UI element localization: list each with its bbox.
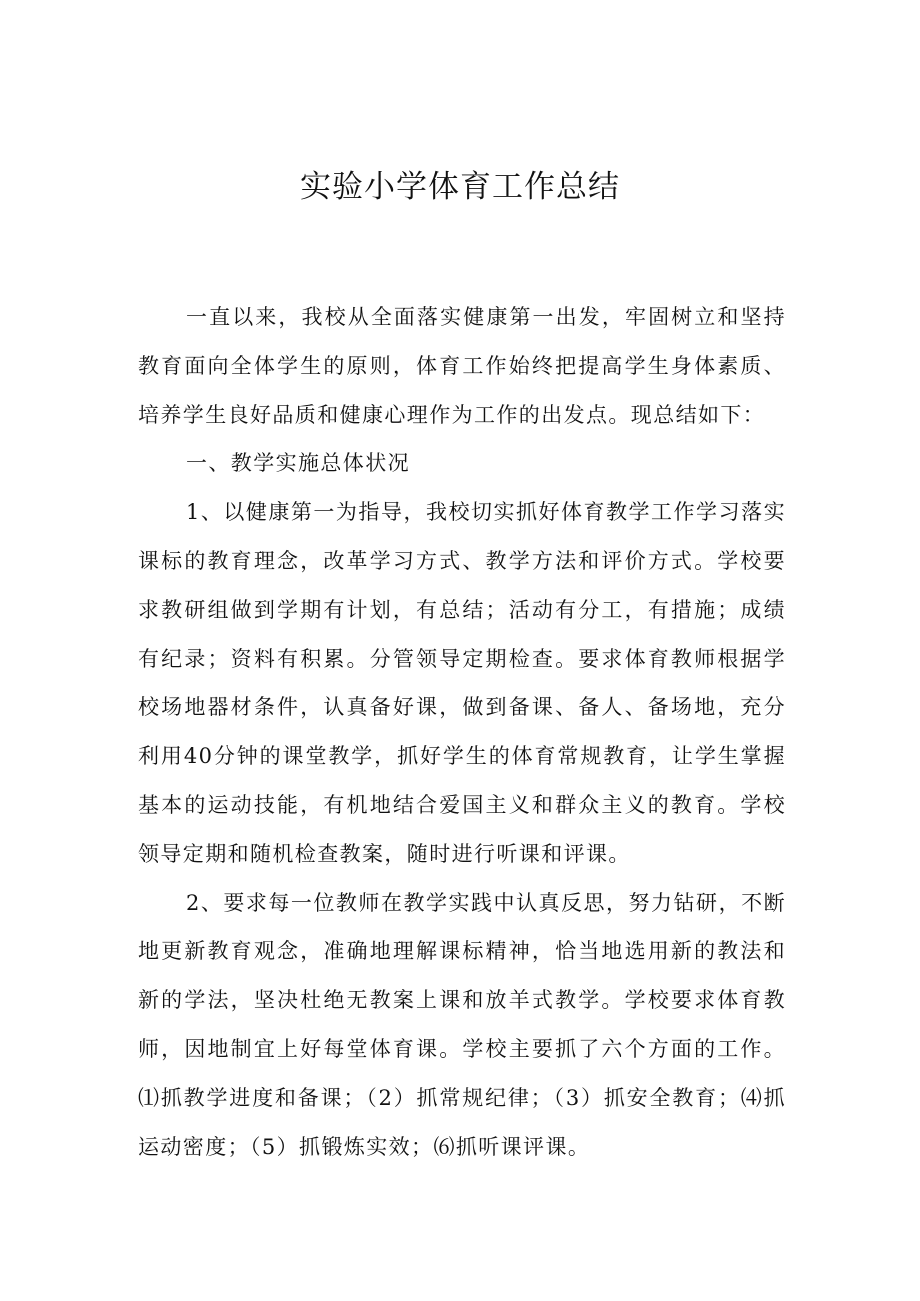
paragraph-item-2: 2、要求每一位教师在教学实践中认真反思，努力钻研，不断地更新教育观念，准确地理解课标精神，恰当地选用新的教法和新的学法，坚决杜绝无教案上课和放羊式教学。学校要求体育教师，因地制宜上好每堂体育课。学校主要抓了六个方面的工作。⑴抓教学进度和备课；（2）抓常规纪律；（3）抓安全教育；⑷抓运动密度；（5）抓锻炼实效；⑹抓听课评课。 — [138, 890, 786, 1159]
section-heading: 一、教学实施总体状况 — [186, 451, 410, 476]
intro-paragraph: 一直以来，我校从全面落实健康第一出发，牢固树立和坚持教育面向全体学生的原则，体育工作始终把提高学生身体素质、培养学生良好品质和健康心理作为工作的出发点。现总结如下： — [138, 305, 786, 427]
paragraph-item-1: 1、以健康第一为指导，我校切实抓好体育教学工作学习落实课标的教育理念，改革学习方式、教学方法和评价方式。学校要求教研组做到学期有计划，有总结；活动有分工，有措施；成绩有纪录；资料有积累。分管领导定期检查。要求体育教师根据学校场地器材条件，认真备好课，做到备课、备人、备场地，充分利用40分钟的课堂教学，抓好学生的体育常规教育，让学生掌握基本的运动技能，有机地结合爱国主义和群众主义的教育。学校领导定期和随机检查教案，随时进行听课和评课。 — [138, 500, 786, 866]
document-body — [138, 293, 786, 1171]
document-title: 实验小学体育工作总结 — [300, 169, 620, 205]
